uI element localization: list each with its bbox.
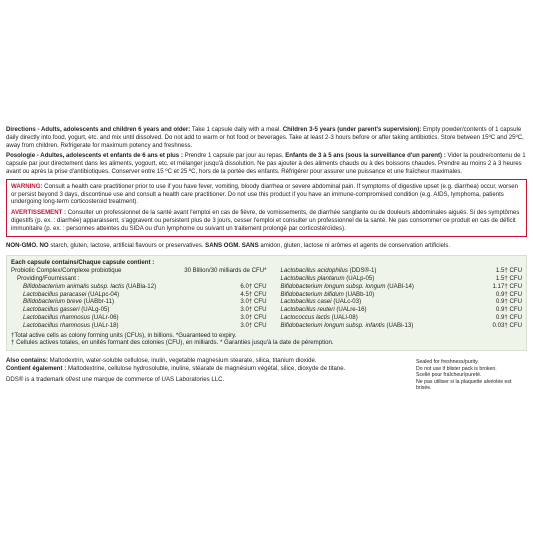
ingredient-name [11,306,109,314]
seal-notice [416,357,527,392]
ingredient-species: Bifidobacterium animalis subsp. lactis [23,282,125,290]
ingredient-row [11,275,267,283]
ingredient-row [281,322,523,330]
ingredient-species: Lactobacillus rhamnosus [23,313,91,321]
ingredient-name [11,314,119,322]
capsule-columns [11,267,522,329]
non-gmo-text: starch, gluten, lactose, artificial flavours or preservatives. [48,241,206,249]
ingredient-species: Providing/Fournissant : [17,274,80,282]
ingredient-row [11,314,267,322]
warning-en [11,183,522,206]
contient-label: Contient également : [6,364,67,372]
ingredient-species: Lactobacillus gasseri [23,306,80,314]
ingredient-row [281,267,523,275]
ingredient-strain: (UABb-10) [343,290,375,298]
ingredient-strain: (UALp-05) [344,274,375,282]
ingredient-row [11,306,267,314]
ingredient-quantity: 0.9† CFU [495,306,522,314]
ingredient-row [281,291,523,299]
ingredient-name [281,283,414,291]
warning-text: Consult a health care practitioner prior to use if you have fever, vomiting, bloody diarrhea or severe abdominal pain. If symptoms of digestive upset (e.g. diarrhea) occur, worsen or persist beyond 3 days, discontinue use and consult a health care practitioner. Do not use this product if you have an immune-compromised condition (e.g. AIDS, lymphoma, patients undergoing long-term corticosteroid treatment). [11,182,519,206]
directions-fr [6,152,527,175]
posologie-text: Prendre 1 capsule par jour au repas. [182,152,286,160]
also-contains-fr [6,365,416,373]
ingredient-quantity: 30 Billion/30 milliards de CFU* [184,267,267,275]
ingredient-quantity: 1.5† CFU [495,267,522,275]
ingredient-quantity: 4.5† CFU [240,290,267,298]
ingredient-quantity: 3.0† CFU [240,298,267,306]
ingredient-name [281,267,377,275]
trademark-note: DDS® is a trademark of/est une marque de commerce of UAS Laboratories LLC. [6,375,225,383]
ingredient-row [281,283,523,291]
non-gmo-statement [6,242,527,250]
ingredient-species: Bifidobacterium longum subsp. longum [280,282,386,290]
ingredient-name [281,275,375,283]
ingredient-strain: (UALr-06) [90,313,119,321]
ingredient-name [11,275,79,283]
ingredient-quantity: 1.5† CFU [495,274,522,282]
ingredient-species: Bifidobacterium breve [23,298,82,306]
ingredient-quantity: 1.17† CFU [492,282,522,290]
ingredient-strain: (UABbr-11) [81,298,114,306]
bottom-section [6,357,527,392]
ingredient-name [281,314,358,322]
warning-fr [11,209,522,232]
sans-ogm-text: amidon, gluten, lactose ni arômes et agents de conservation artificiels. [258,241,451,249]
ingredient-name [281,306,367,314]
ingredient-strain: (UALl-08) [329,313,358,321]
ingredient-row [281,314,523,322]
warning-box [6,179,527,237]
ingredient-quantity: 0.9† CFU [495,313,522,321]
avertissement-text: Consulter un professionnel de la santé avant l'emploi en cas de fièvre, de vomissements, de diarrhée sanglante ou de douleurs abdominales aiguës. Si des symptômes digestifs (p. ex. : diarrhée) apparaissent, s'aggravent ou persistent plus de 3 jours, cesser l'emploi et consulter un professionnel de la santé. Ne pas consommer ce produit en cas de déficit immunitaire (p. ex. : personnes atteintes du SIDA ou d'un lymphome ou suivant un traitement prolongé par corticostéroïdes). [11,209,520,232]
ingredient-species: Lactobacillus paracasei [23,290,87,298]
contient-text: Maltodextrine, cellulose hydrosoluble, inuline, stéarate de magnésium végétal, silice, dioxyde de titane. [66,364,346,372]
seal-line-1: Sealed for freshness/purity. [416,359,479,366]
warning-label: WARNING: [11,182,43,190]
ingredient-strain: (UALg-05) [79,306,110,314]
ingredient-row [11,283,267,291]
non-gmo-no: NO [37,241,49,249]
ingredient-strain: (UALpc-04) [86,290,120,298]
children-text: Empty powder/contents of 1 capsule daily directly into food, yogurt, etc. and mix until dissolved. Do not add to warm or hot food or beverages. Take at least 2-3 hours before or after taking antibiotics. Store between 15ºC and 25ºC, away from children. Refrigerate for maximum potency and freshness. [6,126,524,149]
ingredient-species: Bifidobacterium bifidum [280,290,344,298]
ingredient-row [281,298,523,306]
capsule-contents-box [6,255,527,351]
capsule-left-column [11,267,267,329]
sans-ogm-label: SANS OGM. SANS [205,241,259,249]
capsule-heading: Each capsule contains/Chaque capsule contient : [11,259,155,267]
ingredient-row [281,275,523,283]
ingredient-species: Bifidobacterium longum subsp. infantis [280,321,385,329]
ingredient-species: Lactococcus lactis [280,313,330,321]
ingredient-row [11,322,267,330]
directions-text: Take 1 capsule daily with a meal. [190,126,283,133]
directions-label: Directions - Adults, adolescents and children 6 years and older: [6,126,191,133]
ingredient-species: Lactobacillus rhamnosus [23,321,91,329]
ingredient-name [281,322,414,330]
ingredient-row [11,298,267,306]
ingredient-species: Lactobacillus casei [280,298,332,306]
capsule-footnote-fr: † Cellules actives totales, en unités formant des colonies (CFU), en milliards. * Garanties jusqu'à la date de péremption. [11,339,334,347]
ingredient-quantity: 0.03† CFU [492,321,522,329]
ingredient-name [11,322,119,330]
ingredient-row [281,306,523,314]
posologie-label: Posologie - Adultes, adolescents et enfants de 6 ans et plus : [6,152,183,160]
ingredient-species: Lactobacillus reuteri [280,306,335,314]
ingredient-strain: (UALc-03) [331,298,362,306]
ingredient-name [11,291,119,299]
ingredient-name [281,291,375,299]
ingredient-quantity: 3.0† CFU [240,321,267,329]
ingredient-quantity: 3.0† CFU [240,306,267,314]
ingredient-species: Lactobacillus acidophilus [280,267,348,275]
ingredient-quantity: 0.9† CFU [495,290,522,298]
also-contains-label: Also contains: [6,357,48,365]
ingredient-quantity: 3.0† CFU [240,313,267,321]
ingredient-strain: (UABla-12) [124,282,157,290]
children-label: Children 3-5 years (under parent's supervision): [282,126,422,133]
ingredient-name [11,267,121,275]
ingredient-strain: (UALre-16) [334,306,367,314]
also-contains-en [6,357,416,365]
ingredient-strain: (UALr-18) [90,321,119,329]
ingredient-strain: (UABi-13) [384,321,414,329]
seal-line-2: Do not use if blister pack is broken. [416,365,497,372]
enfants-label: Enfants de 3 à 5 ans (sous la surveillance d'un parent) : [285,152,446,160]
ingredient-row [11,291,267,299]
ingredient-name [11,283,156,291]
ingredient-strain: (DDS®-1) [347,267,377,275]
label-panel [6,126,527,392]
ingredient-quantity: 0.9† CFU [495,298,522,306]
enfants-text: Vider la poudre/contenu de 1 capsule par jour directement dans les aliments, yogourt, etc. et mélanger jusqu'à dissolution. Ne pas ajouter à des aliments chauds ou à des boissons chaudes. Prendre au moins 2 à 3 heures avant ou après la prise d'antibiotiques. Conserver entre 15 ºC et 25 ºC, hors de la portée des enfants. Réfrigérer pour assurer une puissance et une fraîcheur maximales. [6,152,526,175]
seal-line-3: Scellé pour fraîcheur/pureté. [416,372,482,379]
also-contains-text: Maltodextrin, water-soluble cellulose, inulin, vegetable magnesium stearate, silica, titanium dioxide. [47,357,317,365]
ingredients-block [6,357,416,392]
ingredient-name [281,298,362,306]
capsule-right-column [267,267,523,329]
directions-en [6,126,527,149]
ingredient-quantity: 6.0† CFU [240,282,267,290]
non-gmo-label: NON-GMO. [6,241,38,249]
avertissement-label: AVERTISSEMENT : [11,209,67,217]
ingredient-species: Probiotic Complex/Complexe probiotique [11,267,122,275]
capsule-footnote-en: †Total active cells as colony forming units (CFUs), in billions. *Guaranteed to expiry. [11,331,237,339]
ingredient-strain: (UABl-14) [385,282,414,290]
ingredient-name [11,298,114,306]
ingredient-row [11,267,267,275]
ingredient-species: Lactobacillus plantarum [280,274,345,282]
seal-line-4: Ne pas utiliser si la plaquette alvéolée est brisée. [416,378,512,392]
